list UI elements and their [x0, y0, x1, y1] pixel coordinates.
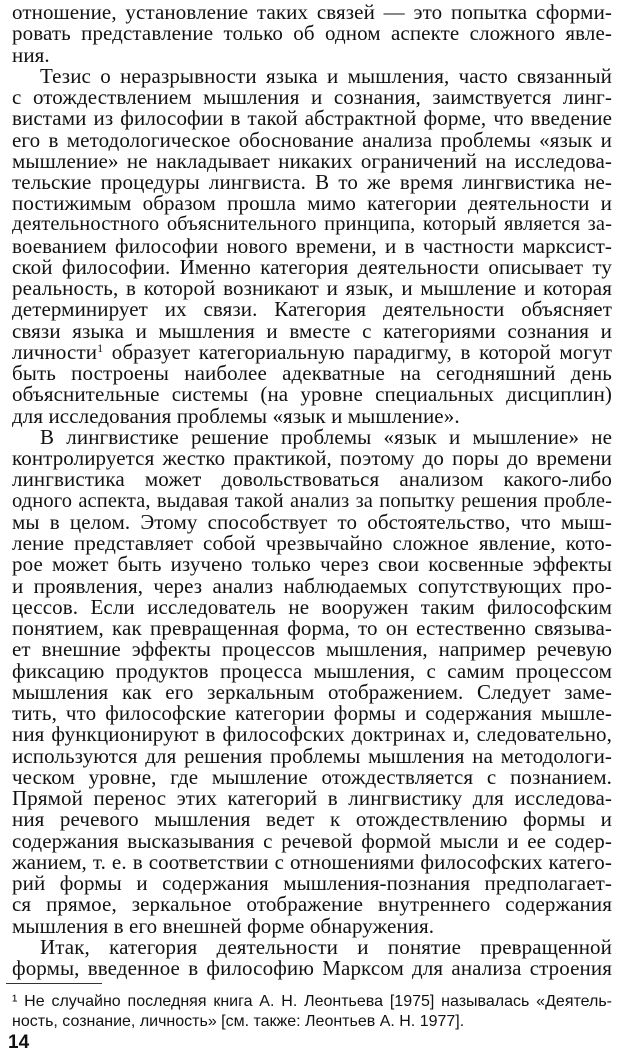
paragraph-first-line: Итак, категория деятельности и понятие превращенной	[40, 934, 612, 959]
footnote-separator	[6, 983, 102, 984]
text-line: Прямой перенос этих категорий в лингвистику для исследова-	[12, 786, 612, 810]
text-line: отношение, установление таких связей — это попытка сформи-	[12, 0, 612, 24]
text-line: ния.	[12, 42, 50, 67]
text-line: с отождествлением мышления и сознания, заимствуется линг-	[12, 85, 612, 109]
text-line: ния функционируют в философских доктринах и, следовательно,	[12, 722, 612, 747]
text-line: ния речевого мышления ведет к отождествлению формы и	[12, 807, 612, 832]
text-line: ровать представление только об одном аспекте сложного явле-	[12, 21, 612, 46]
footnote-line: ¹ Не случайно последняя книга А. Н. Леонтьева [1975] называлась «Деятель-	[12, 993, 612, 1010]
text-line: содержания высказывания с речевой формой мысли и ее содер-	[12, 828, 612, 853]
text-line: цессов. Если исследователь не вооружен таким философским	[12, 594, 612, 619]
text-line: мышления в его внешней форме обнаружения.	[12, 913, 435, 938]
text-line: лингвистика может довольствоваться анализом какого-либо	[12, 467, 612, 492]
paragraph-first-line: В лингвистике решение проблемы «язык и мышление» не	[40, 424, 612, 449]
text-fragment: образует категориальную парадигму, в которой могут	[103, 339, 612, 364]
text-line: рое может быть изучено только через свои косвенные эффекты	[12, 552, 612, 577]
text-line: понятием, как превращенная форма, то он естественно связыва-	[12, 616, 612, 641]
text-line: детерминирует их связи. Категория деятельности объясняет	[12, 297, 612, 322]
text-line: деятельностного объяснительного принципа, который является за-	[12, 213, 612, 236]
text-line: реальность, в которой возникают и язык, и мышление и которая	[12, 276, 612, 301]
text-line: быть построены наиболее адекватные на сегодняшний день	[12, 361, 612, 386]
footnote-line: ность, сознание, личность» [см. также: Леонтьев А. Н. 1977].	[12, 1013, 465, 1030]
text-line: используются для решения проблемы мышления на методологи-	[12, 743, 612, 768]
text-line: вистами из философии в такой абстрактной форме, что введение	[12, 106, 612, 131]
text-line: мы в целом. Этому способствует то обстоятельство, что мыш-	[12, 509, 612, 534]
text-line: фиксацию продуктов процесса мышления, с самим процессом	[12, 658, 612, 683]
paragraph-first-line: Тезис о неразрывности языка и мышления, часто связанный	[40, 63, 612, 88]
text-line: постижимым образом прошла мимо категории деятельности и	[12, 191, 612, 216]
text-line: ской философии. Именно категория деятельности описывает ту	[12, 254, 612, 279]
text-line: ет внешние эффекты процессов мышления, например речевую	[12, 637, 612, 662]
text-line: мышление» не накладывает никаких ограничений на исследова-	[12, 148, 612, 173]
text-line-with-footnote-ref	[12, 339, 612, 364]
text-line: воеванием философии нового времени, и в частности марксист-	[12, 233, 612, 258]
text-line: тельские процедуры лингвиста. В то же время лингвистика не-	[12, 170, 612, 194]
text-line: и проявления, через анализ наблюдаемых сопутствующих про-	[12, 573, 612, 598]
text-line: его в методологическое обоснование анализа проблемы «язык и	[12, 127, 612, 152]
page-number: 14	[8, 1032, 30, 1053]
text-line: рий формы и содержания мышления-познания предполагает-	[12, 871, 612, 895]
text-line: ся прямое, зеркальное отображение внутреннего содержания	[12, 892, 612, 917]
text-line: формы, введенное в философию Марксом для анализа строения	[12, 956, 612, 980]
text-line: ческом уровне, где мышление отождествляется с познанием.	[12, 764, 612, 789]
text-line: связи языка и мышления и вместе с категориями сознания и	[12, 318, 612, 343]
text-line: ление представляет собой чрезвычайно сложное явление, кото-	[12, 531, 612, 556]
text-line: тить, что философские категории формы и содержания мышле-	[12, 701, 612, 726]
text-line: одного аспекта, выдавая такой анализ за попытку решения пробле-	[12, 489, 612, 512]
text-line: объяснительные системы (на уровне специальных дисциплин)	[12, 382, 612, 407]
text-line: мышления как его зеркальным отображением. Следует заме-	[12, 679, 612, 704]
text-line: жанием, т. е. в соответствии с отношениями философских катего-	[12, 849, 612, 874]
footnote-reference: 1	[97, 340, 104, 355]
text-fragment: личности	[12, 339, 98, 364]
text-line: контролируется жестко практикой, поэтому до поры до времени	[12, 446, 612, 471]
text-line: для исследования проблемы «язык и мышление».	[12, 403, 460, 428]
